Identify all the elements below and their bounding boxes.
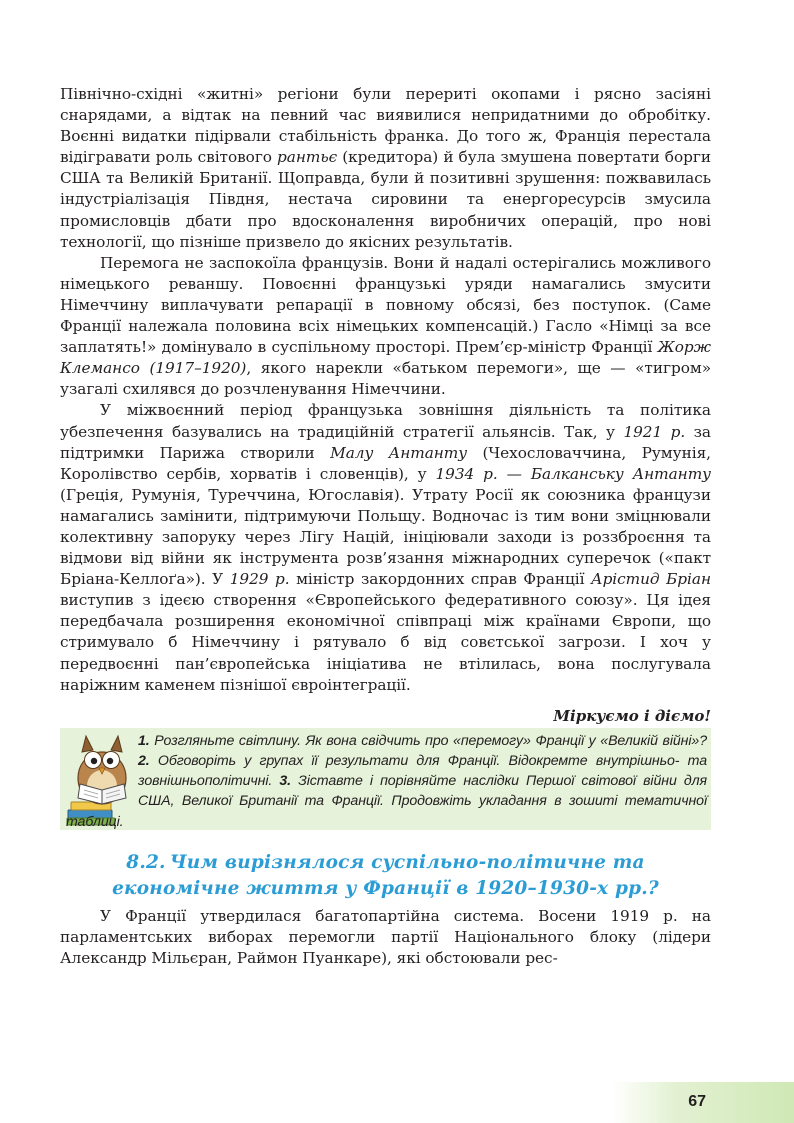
section-title-line-2: економічне життя у Франції в 1920–1930-х рр.? — [112, 877, 659, 899]
italic-term: 1934 р. — [435, 464, 498, 483]
italic-term: Жорж Клемансо (1917–1920) — [60, 338, 711, 378]
text-run: Північно-східні «житні» регіони були перериті окопами і рясно засіяні снарядами, а відтак на певний час виявилися непридатними до обробітку. Воєнні видатки підірвали стабільність франка. До того ж, Франція перестала відігравати роль світового — [60, 85, 711, 167]
italic-term: 1921 р. — [623, 422, 686, 441]
paragraph-3 — [60, 400, 711, 695]
task-box — [60, 728, 711, 830]
page-number-band — [612, 1082, 794, 1123]
section-title-line-1: Чим вирізнялося суспільно-політичне та — [169, 851, 645, 873]
text-run: за підтримки Парижа створили — [60, 422, 711, 462]
text-run: (Греція, Румунія, Туреччина, Югославія). Утрату Росії як союзника французи намагались замінити, підтримуючи Польщу. Водночас із тим вони зміцнювали колективну запоруку через Лігу Націй, ініціювали заходи із роззброєння та відмови від війни як інструмента розв’язання міжнародних суперечок («пакт Бріана-Келлоґа»). У — [60, 485, 711, 589]
text-run: , якого нарекли «батьком перемоги», ще — «тигром» узагалі схилявся до розчленування Німеччини. — [60, 359, 712, 399]
section-number: 8.2. — [126, 851, 166, 873]
italic-term: Арістид Бріан — [591, 570, 711, 589]
section-paragraph: У Франції утвердилася багатопартійна система. Восени 1919 р. на парламентських виборах перемогли партії Національного блоку (лідери Александр Мільєран, Раймон Пуанкаре), які обстоювали рес- — [60, 906, 711, 967]
think-act-title: Міркуємо і діємо! — [553, 706, 711, 725]
text-run: — — [497, 464, 531, 483]
paragraph-2 — [60, 253, 711, 401]
italic-term: 1929 р. — [229, 570, 290, 589]
paragraph-1 — [60, 84, 711, 253]
text-run: (кредитора) й була змушена повертати борги США та Великій Британії. Щоправда, були й позитивні зрушення: пожвавилась індустріалізація Півдня, нестача сировини та енергоресурсів змусила промисловців дбати про вдосконалення виробничих операцій, про нові технології, що пізніше призвело до якісних результатів. — [60, 148, 711, 251]
task-2-text: Обговоріть у групах її результати для Франції. Відокремте внутрішньо- та зовнішньополітичні. — [138, 752, 707, 790]
task-1-text: Розгляньте світлину. Як вона свідчить про «перемогу» Франції у «Великій війні»? — [149, 732, 707, 749]
text-run: (Чехословаччина, Румунія, Королівство сербів, хорватів і словенців), у — [60, 443, 711, 483]
task-2-number: 2. — [138, 752, 150, 769]
page-number: 67 — [688, 1093, 706, 1110]
text-run: Перемога не заспокоїла французів. Вони й надалі остерігались можливого німецького реваншу. Повоєнні французькі уряди намагались змусити Німеччину виплачувати репарації в повному обсязі, без поступок. (Саме Франції належала половина всіх німецьких компенсацій.) Гасло «Німці за все заплатять!» домінувало в суспільному просторі. Прем’єр-міністр Франції — [60, 253, 711, 357]
text-run: виступив з ідеєю створення «Європейського федеративного союзу». Ця ідея передбачала розширення економічної співпраці між країнами Європи, що стримувало б Німеччину і рятувало б від совєтської загрози. І хоч у передвоєнні пан’європейська ініціатива не втілилась, вона послугувала наріжним каменем пізнішої євроінтеграції. — [60, 591, 711, 694]
section-heading — [60, 850, 711, 902]
text-run: міністр закордонних справ Франції — [289, 570, 592, 589]
task-text — [66, 731, 707, 832]
italic-term: рантьє — [277, 148, 338, 167]
task-3-number: 3. — [279, 773, 291, 790]
italic-term: Балканську Антанту — [530, 464, 711, 483]
task-1-number: 1. — [138, 732, 150, 749]
text-run: У міжвоєнний період французька зовнішня діяльність та політика убезпечення базувались на традиційній стратегії альянсів. Так, у — [60, 401, 711, 441]
page-content — [60, 84, 711, 969]
italic-term: Малу Антанту — [330, 443, 468, 462]
task-3-text: Зіставте і порівняйте наслідки Першої світової війни для США, Великої Британії та Франції. Продовжіть укладання в зошиті тематичної таблиці. — [66, 773, 707, 830]
